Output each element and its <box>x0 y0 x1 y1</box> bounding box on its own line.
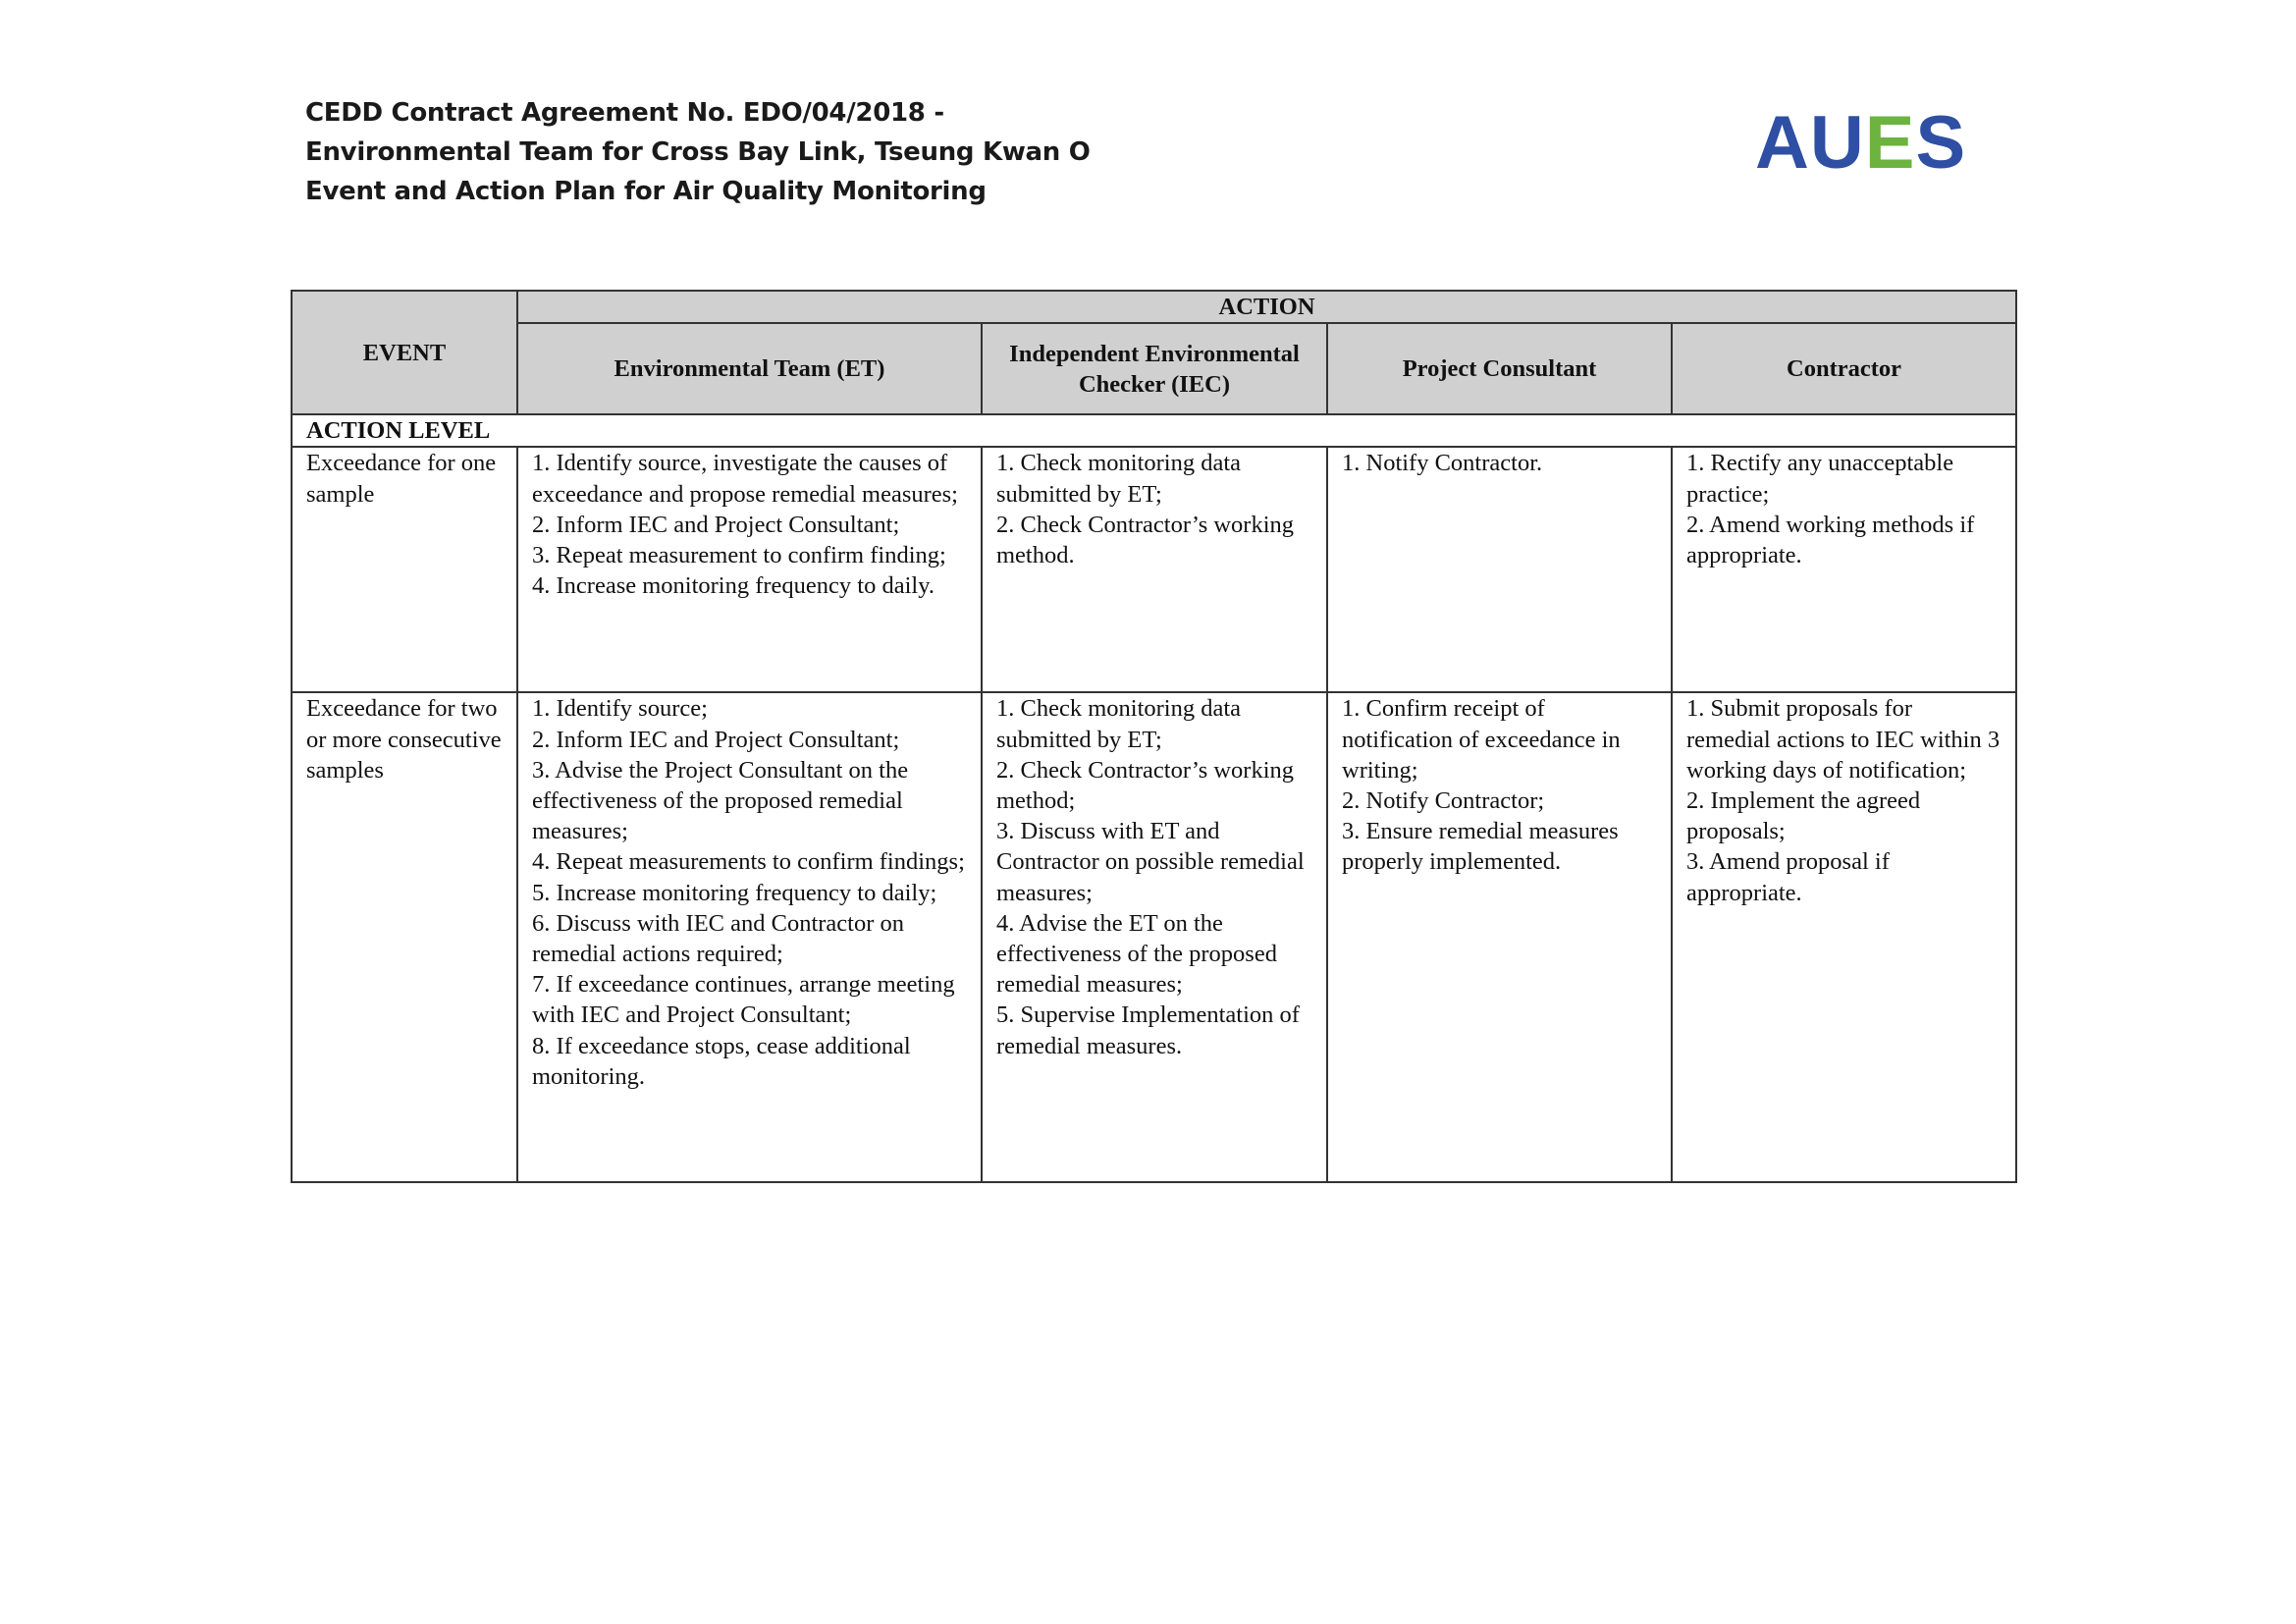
section-row <box>292 414 2016 447</box>
column-header-et: Environmental Team (ET) <box>517 323 982 414</box>
event-cell: Exceedance for one sample <box>292 447 517 692</box>
action-item: 5. Supervise Implementation of remedial measures. <box>996 1001 1300 1059</box>
column-header-consultant: Project Consultant <box>1327 323 1672 414</box>
column-header-iec: Independent Environmental Checker (IEC) <box>982 323 1327 414</box>
action-item: 2. Notify Contractor; <box>1342 787 1545 815</box>
consultant-actions-cell <box>1327 692 1672 1182</box>
column-header-contractor: Contractor <box>1672 323 2016 414</box>
action-item: 1. Identify source; <box>532 695 708 723</box>
table-row <box>292 692 2016 1182</box>
action-item: 1. Notify Contractor. <box>1342 450 1543 477</box>
logo-letter: E <box>1864 101 1916 185</box>
iec-actions-cell <box>982 692 1327 1182</box>
action-item: 2. Amend working methods if appropriate. <box>1686 511 1975 569</box>
action-item: 2. Implement the agreed proposals; <box>1686 787 1921 845</box>
action-item: 4. Advise the ET on the effectiveness of the proposed remedial measures; <box>996 909 1277 999</box>
aues-logo <box>1755 101 1967 185</box>
title-line: Environmental Team for Cross Bay Link, Tseung Kwan O <box>305 137 1091 167</box>
action-item: 6. Discuss with IEC and Contractor on remedial actions required; <box>532 909 905 968</box>
event-cell: Exceedance for two or more consecutive samples <box>292 692 517 1182</box>
logo-letter: A <box>1755 101 1810 185</box>
action-item: 2. Check Contractor’s working method. <box>996 511 1295 569</box>
et-actions-cell <box>517 692 982 1182</box>
action-item: 2. Check Contractor’s working method; <box>996 756 1295 815</box>
action-item: 1. Check monitoring data submitted by ET; <box>996 450 1242 508</box>
action-item: 3. Advise the Project Consultant on the effectiveness of the proposed remedial measures; <box>532 756 909 845</box>
action-item: 3. Discuss with ET and Contractor on possible remedial measures; <box>996 818 1305 906</box>
table-header-row <box>292 291 2016 323</box>
action-level-label: ACTION LEVEL <box>292 414 2016 447</box>
action-item: 1. Confirm receipt of notification of exceedance in writing; <box>1342 695 1621 784</box>
action-item: 1. Identify source, investigate the causes of exceedance and propose remedial measures; <box>532 450 958 508</box>
event-header: EVENT <box>292 291 517 414</box>
document-title <box>305 93 1091 211</box>
action-item: 3. Amend proposal if appropriate. <box>1686 848 1890 906</box>
action-item: 1. Rectify any unacceptable practice; <box>1686 450 1954 508</box>
title-line: Event and Action Plan for Air Quality Monitoring <box>305 177 987 206</box>
action-item: 2. Inform IEC and Project Consultant; <box>532 726 900 753</box>
action-item: 3. Ensure remedial measures properly implemented. <box>1342 818 1619 876</box>
action-item: 5. Increase monitoring frequency to daily; <box>532 879 937 906</box>
title-line: CEDD Contract Agreement No. EDO/04/2018 - <box>305 98 944 128</box>
action-item: 4. Repeat measurements to confirm findings; <box>532 848 965 876</box>
table-row <box>292 447 2016 692</box>
consultant-actions-cell <box>1327 447 1672 692</box>
action-item: 7. If exceedance continues, arrange meeting with IEC and Project Consultant; <box>532 971 955 1029</box>
contractor-actions-cell <box>1672 692 2016 1182</box>
et-actions-cell <box>517 447 982 692</box>
contractor-actions-cell <box>1672 447 2016 692</box>
logo-letter: U <box>1809 101 1865 185</box>
action-header: ACTION <box>517 291 2016 323</box>
iec-actions-cell <box>982 447 1327 692</box>
table-subheader-row <box>292 323 2016 414</box>
action-item: 1. Check monitoring data submitted by ET; <box>996 695 1242 753</box>
action-item: 2. Inform IEC and Project Consultant; <box>532 511 900 538</box>
action-item: 4. Increase monitoring frequency to daily. <box>532 572 935 600</box>
action-item: 3. Repeat measurement to confirm finding; <box>532 542 946 569</box>
action-item: 1. Submit proposals for remedial actions to IEC within 3 working days of notification; <box>1686 695 2001 784</box>
event-action-plan-table <box>291 290 2017 1183</box>
logo-letter: S <box>1915 101 1967 185</box>
action-item: 8. If exceedance stops, cease additional monitoring. <box>532 1032 911 1090</box>
